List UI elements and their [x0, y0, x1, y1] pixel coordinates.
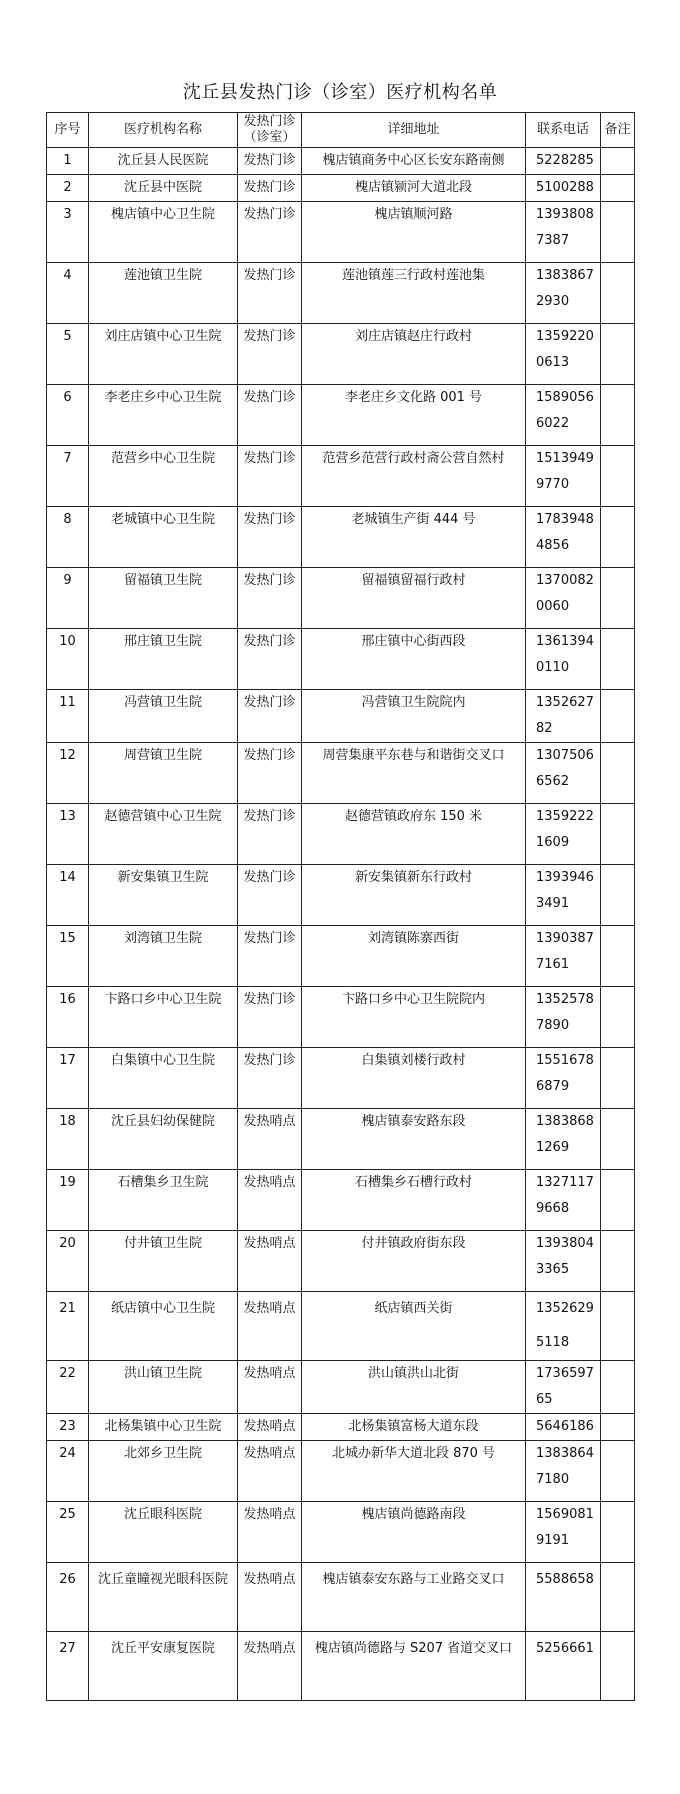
table-row: [47, 629, 635, 690]
clinic-type: 发热哨点: [238, 1632, 302, 1701]
institution-name: 莲池镇卫生院: [89, 263, 238, 324]
row-number: 12: [47, 743, 89, 804]
address: 槐店镇颍河大道北段: [302, 175, 526, 202]
clinic-type: 发热门诊: [238, 324, 302, 385]
header-no: 序号: [47, 113, 89, 148]
remark: [601, 1170, 635, 1231]
address: 槐店镇顺河路: [302, 202, 526, 263]
clinic-type: 发热门诊: [238, 263, 302, 324]
address: 槐店镇商务中心区长安东路南侧: [302, 148, 526, 175]
phone-number: 13592200613: [526, 324, 601, 385]
remark: [601, 324, 635, 385]
remark: [601, 507, 635, 568]
table-row: [47, 690, 635, 743]
row-number: 9: [47, 568, 89, 629]
institution-name: 留福镇卫生院: [89, 568, 238, 629]
institution-name: 付井镇卫生院: [89, 1231, 238, 1292]
institution-name: 新安集镇卫生院: [89, 865, 238, 926]
row-number: 11: [47, 690, 89, 743]
institution-name: 范营乡中心卫生院: [89, 446, 238, 507]
address: 槐店镇尚德路南段: [302, 1502, 526, 1563]
address: 范营乡范营行政村斋公营自然村: [302, 446, 526, 507]
institution-name: 沈丘县人民医院: [89, 148, 238, 175]
clinic-type: 发热门诊: [238, 148, 302, 175]
row-number: 4: [47, 263, 89, 324]
address: 老城镇生产街 444 号: [302, 507, 526, 568]
phone-number: 13938087387: [526, 202, 601, 263]
remark: [601, 1414, 635, 1441]
row-number: 10: [47, 629, 89, 690]
table-row: [47, 804, 635, 865]
phone-number: 17839484856: [526, 507, 601, 568]
table-row: [47, 1632, 635, 1701]
remark: [601, 743, 635, 804]
clinic-type: 发热哨点: [238, 1109, 302, 1170]
row-number: 13: [47, 804, 89, 865]
institution-name: 刘湾镇卫生院: [89, 926, 238, 987]
remark: [601, 1361, 635, 1414]
clinic-type: 发热门诊: [238, 568, 302, 629]
row-number: 7: [47, 446, 89, 507]
table-row: [47, 263, 635, 324]
table-row: [47, 1170, 635, 1231]
institution-name: 李老庄乡中心卫生院: [89, 385, 238, 446]
phone-number: 5100288: [526, 175, 601, 202]
clinic-type: 发热门诊: [238, 690, 302, 743]
row-number: 25: [47, 1502, 89, 1563]
table-row: [47, 568, 635, 629]
phone-number: 13903877161: [526, 926, 601, 987]
phone-number: 15516786879: [526, 1048, 601, 1109]
address: 北城办新华大道北段 870 号: [302, 1441, 526, 1502]
row-number: 3: [47, 202, 89, 263]
table-row: [47, 1048, 635, 1109]
phone-number: 5588658: [526, 1563, 601, 1632]
address: 刘庄店镇赵庄行政村: [302, 324, 526, 385]
phone-number: 13939463491: [526, 865, 601, 926]
clinic-type: 发热门诊: [238, 385, 302, 446]
address: 李老庄乡文化路 001 号: [302, 385, 526, 446]
table-row: [47, 1441, 635, 1502]
header-phone: 联系电话: [526, 113, 601, 148]
table-row: [47, 148, 635, 175]
remark: [601, 263, 635, 324]
header-remark: 备注: [601, 113, 635, 148]
remark: [601, 1292, 635, 1361]
clinic-type: 发热哨点: [238, 1361, 302, 1414]
phone-number: 13526295118: [526, 1292, 601, 1361]
row-number: 14: [47, 865, 89, 926]
row-number: 26: [47, 1563, 89, 1632]
phone-number: 5646186: [526, 1414, 601, 1441]
row-number: 15: [47, 926, 89, 987]
address: 槐店镇泰安路东段: [302, 1109, 526, 1170]
institution-name: 刘庄店镇中心卫生院: [89, 324, 238, 385]
phone-number: 13613940110: [526, 629, 601, 690]
institution-name: 周营镇卫生院: [89, 743, 238, 804]
clinic-type: 发热门诊: [238, 1048, 302, 1109]
institution-name: 老城镇中心卫生院: [89, 507, 238, 568]
clinic-type: 发热门诊: [238, 507, 302, 568]
address: 北杨集镇富杨大道东段: [302, 1414, 526, 1441]
clinic-type: 发热门诊: [238, 865, 302, 926]
row-number: 22: [47, 1361, 89, 1414]
clinic-type: 发热哨点: [238, 1170, 302, 1231]
phone-number: 15690819191: [526, 1502, 601, 1563]
phone-number: 173659765: [526, 1361, 601, 1414]
remark: [601, 629, 635, 690]
remark: [601, 1109, 635, 1170]
remark: [601, 1632, 635, 1701]
address: 莲池镇莲三行政村莲池集: [302, 263, 526, 324]
clinic-type: 发热哨点: [238, 1414, 302, 1441]
institution-name: 纸店镇中心卫生院: [89, 1292, 238, 1361]
remark: [601, 148, 635, 175]
institution-name: 卞路口乡中心卫生院: [89, 987, 238, 1048]
phone-number: 5228285: [526, 148, 601, 175]
clinic-type: 发热哨点: [238, 1502, 302, 1563]
clinic-type: 发热哨点: [238, 1441, 302, 1502]
institution-name: 赵德营镇中心卫生院: [89, 804, 238, 865]
address: 槐店镇尚德路与 S207 省道交叉口: [302, 1632, 526, 1701]
address: 邢庄镇中心街西段: [302, 629, 526, 690]
row-number: 2: [47, 175, 89, 202]
clinic-type: 发热门诊: [238, 804, 302, 865]
table-row: [47, 1563, 635, 1632]
table-row: [47, 446, 635, 507]
institution-name: 沈丘眼科医院: [89, 1502, 238, 1563]
row-number: 16: [47, 987, 89, 1048]
remark: [601, 690, 635, 743]
table-row: [47, 926, 635, 987]
institution-name: 槐店镇中心卫生院: [89, 202, 238, 263]
table-row: [47, 1502, 635, 1563]
phone-number: 5256661: [526, 1632, 601, 1701]
phone-number: 13271179668: [526, 1170, 601, 1231]
clinic-type: 发热门诊: [238, 446, 302, 507]
row-number: 18: [47, 1109, 89, 1170]
table-row: [47, 385, 635, 446]
clinic-type: 发热门诊: [238, 175, 302, 202]
table-row: [47, 507, 635, 568]
institution-name: 白集镇中心卫生院: [89, 1048, 238, 1109]
remark: [601, 568, 635, 629]
clinic-type: 发热哨点: [238, 1231, 302, 1292]
table-row: [47, 1109, 635, 1170]
remark: [601, 446, 635, 507]
remark: [601, 202, 635, 263]
table-row: [47, 1361, 635, 1414]
header-address: 详细地址: [302, 113, 526, 148]
address: 白集镇刘楼行政村: [302, 1048, 526, 1109]
row-number: 1: [47, 148, 89, 175]
institution-table: [46, 112, 635, 1701]
row-number: 20: [47, 1231, 89, 1292]
remark: [601, 804, 635, 865]
remark: [601, 175, 635, 202]
remark: [601, 987, 635, 1048]
clinic-type: 发热门诊: [238, 629, 302, 690]
header-type: 发热门诊（诊室）: [238, 113, 302, 148]
institution-name: 北杨集镇中心卫生院: [89, 1414, 238, 1441]
remark: [601, 926, 635, 987]
phone-number: 13075066562: [526, 743, 601, 804]
row-number: 27: [47, 1632, 89, 1701]
clinic-type: 发热哨点: [238, 1563, 302, 1632]
remark: [601, 865, 635, 926]
row-number: 23: [47, 1414, 89, 1441]
header-name: 医疗机构名称: [89, 113, 238, 148]
row-number: 24: [47, 1441, 89, 1502]
table-row: [47, 865, 635, 926]
address: 周营集康平东巷与和谐街交叉口: [302, 743, 526, 804]
clinic-type: 发热门诊: [238, 743, 302, 804]
table-row: [47, 324, 635, 385]
row-number: 6: [47, 385, 89, 446]
address: 洪山镇洪山北街: [302, 1361, 526, 1414]
institution-name: 沈丘县中医院: [89, 175, 238, 202]
row-number: 8: [47, 507, 89, 568]
phone-number: 13838647180: [526, 1441, 601, 1502]
institution-name: 石槽集乡卫生院: [89, 1170, 238, 1231]
table-row: [47, 202, 635, 263]
table-row: [47, 1414, 635, 1441]
phone-number: 13700820060: [526, 568, 601, 629]
address: 赵德营镇政府东 150 米: [302, 804, 526, 865]
table-row: [47, 987, 635, 1048]
institution-name: 邢庄镇卫生院: [89, 629, 238, 690]
address: 卞路口乡中心卫生院院内: [302, 987, 526, 1048]
institution-name: 冯营镇卫生院: [89, 690, 238, 743]
institution-name: 沈丘平安康复医院: [89, 1632, 238, 1701]
address: 新安集镇新东行政村: [302, 865, 526, 926]
phone-number: 13592221609: [526, 804, 601, 865]
row-number: 21: [47, 1292, 89, 1361]
table-row: [47, 743, 635, 804]
remark: [601, 1563, 635, 1632]
page-title: 沈丘县发热门诊（诊室）医疗机构名单: [182, 82, 498, 103]
phone-number: 15890566022: [526, 385, 601, 446]
table-row: [47, 175, 635, 202]
phone-number: 15139499770: [526, 446, 601, 507]
table-header-row: [47, 113, 635, 148]
remark: [601, 1441, 635, 1502]
remark: [601, 385, 635, 446]
address: 留福镇留福行政村: [302, 568, 526, 629]
phone-number: 13938043365: [526, 1231, 601, 1292]
institution-name: 洪山镇卫生院: [89, 1361, 238, 1414]
address: 冯营镇卫生院院内: [302, 690, 526, 743]
address: 槐店镇泰安东路与工业路交叉口: [302, 1563, 526, 1632]
row-number: 17: [47, 1048, 89, 1109]
remark: [601, 1231, 635, 1292]
institution-name: 沈丘县妇幼保健院: [89, 1109, 238, 1170]
address: 纸店镇西关街: [302, 1292, 526, 1361]
institution-name: 沈丘童瞳视光眼科医院: [89, 1563, 238, 1632]
clinic-type: 发热哨点: [238, 1292, 302, 1361]
remark: [601, 1048, 635, 1109]
row-number: 19: [47, 1170, 89, 1231]
clinic-type: 发热门诊: [238, 987, 302, 1048]
address: 刘湾镇陈寨西街: [302, 926, 526, 987]
clinic-type: 发热门诊: [238, 202, 302, 263]
remark: [601, 1502, 635, 1563]
phone-number: 13838681269: [526, 1109, 601, 1170]
phone-number: 13525787890: [526, 987, 601, 1048]
clinic-type: 发热门诊: [238, 926, 302, 987]
phone-number: 13838672930: [526, 263, 601, 324]
address: 石槽集乡石槽行政村: [302, 1170, 526, 1231]
institution-name: 北郊乡卫生院: [89, 1441, 238, 1502]
address: 付井镇政府街东段: [302, 1231, 526, 1292]
table-row: [47, 1292, 635, 1361]
row-number: 5: [47, 324, 89, 385]
phone-number: 135262782: [526, 690, 601, 743]
table-row: [47, 1231, 635, 1292]
